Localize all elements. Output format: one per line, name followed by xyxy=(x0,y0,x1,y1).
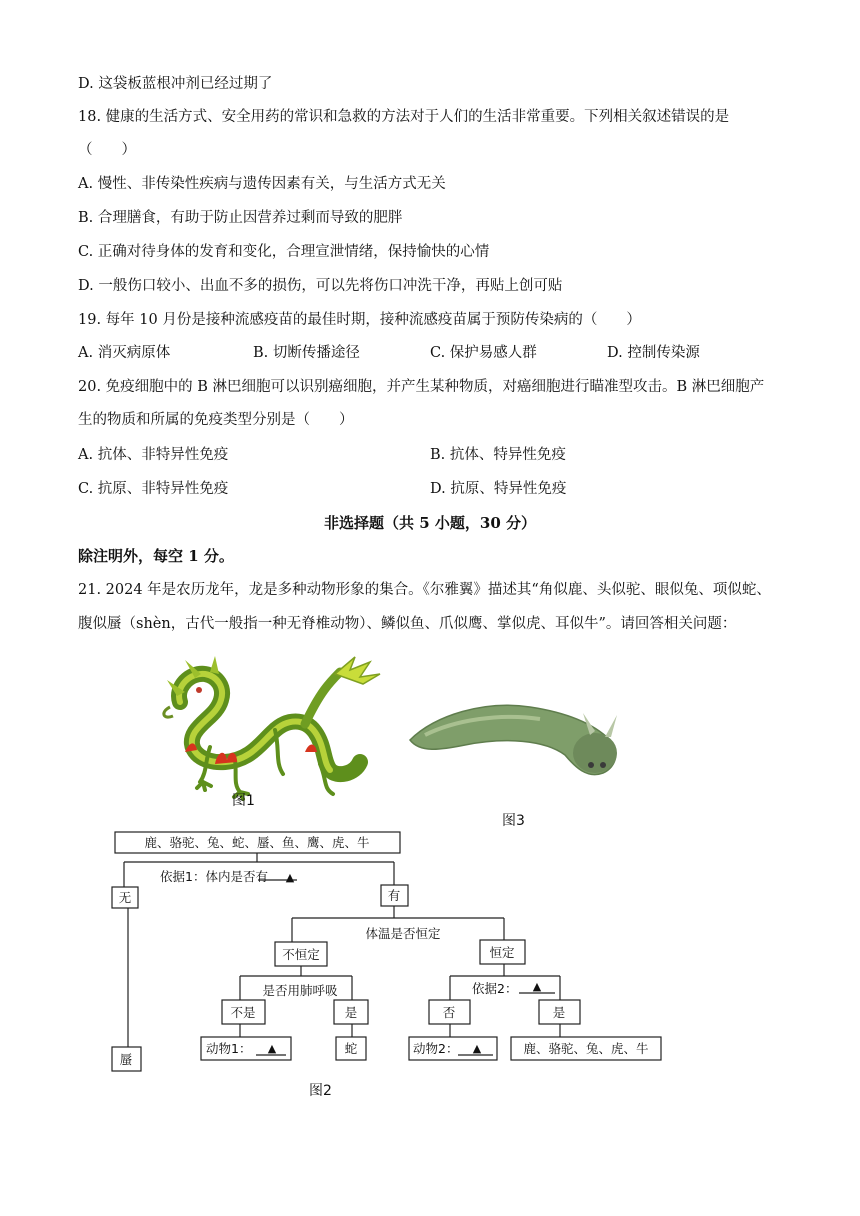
q18-option-c: C. 正确对待身体的发育和变化，合理宣泄情绪，保持愉快的心情 xyxy=(78,244,490,260)
q20-option-a: A. 抗体、非特异性免疫 xyxy=(78,447,229,463)
figure2-label: 图2 xyxy=(309,1083,332,1099)
q20-stem-line2: 生的物质和所属的免疫类型分别是（ ） xyxy=(78,412,354,428)
figure3-label: 图3 xyxy=(502,813,525,829)
classification-tree-diagram xyxy=(0,820,860,1080)
q20-option-b: B. 抗体、特异性免疫 xyxy=(430,447,566,463)
q21-stem-line1: 21. 2024 年是农历龙年，龙是多种动物形象的集合。《尔雅翼》描述其“角似鹿、头似驼、眼似兔、项似蛇、 xyxy=(78,582,771,598)
tree-yes-text: 有 xyxy=(387,888,401,903)
tree-snake-text: 蛇 xyxy=(344,1041,358,1056)
q19-option-d: D. 控制传染源 xyxy=(607,345,700,361)
tree-root-text: 鹿、骆驼、兔、蛇、蜃、鱼、鹰、虎、牛 xyxy=(144,835,370,850)
tree-criterion2-blank: ▲ xyxy=(532,980,542,993)
q20-stem-line1: 20. 免疫细胞中的 B 淋巴细胞可以识别癌细胞，并产生某种物质，对癌细胞进行瞄准型攻击。B 淋巴细胞产 xyxy=(78,379,765,395)
q18-option-b: B. 合理膳食，有助于防止因营养过剩而导致的肥胖 xyxy=(78,210,403,226)
tree-animal1-blank: ▲ xyxy=(267,1042,277,1055)
tree-shen-text: 蜃 xyxy=(119,1052,133,1067)
tree-constant-text: 恒定 xyxy=(489,945,515,960)
tree-not-constant-text: 不恒定 xyxy=(282,947,320,962)
section-note: 除注明外，每空 1 分。 xyxy=(78,547,234,565)
tree-criterion2-text: 依据2： xyxy=(472,981,518,996)
tree-criterion1-blank: ▲ xyxy=(285,871,295,884)
tree-criterion1-text: 依据1：体内是否有 xyxy=(160,869,268,884)
q18-stem: 18. 健康的生活方式、安全用药的常识和急救的方法对于人们的生活非常重要。下列相关叙述错误的是 xyxy=(78,109,730,125)
tree-yes2-text: 是 xyxy=(552,1005,566,1020)
tree-not-lung-text: 不是 xyxy=(230,1005,256,1020)
tree-mammals-text: 鹿、骆驼、兔、虎、牛 xyxy=(523,1041,649,1056)
q20-option-c: C. 抗原、非特异性免疫 xyxy=(78,481,229,497)
larva-illustration xyxy=(405,685,630,785)
tree-no-text: 无 xyxy=(118,890,132,905)
q19-option-b: B. 切断传播途径 xyxy=(253,345,360,361)
figure1-label: 图1 xyxy=(232,793,255,809)
q18-paren: （ ） xyxy=(78,142,136,158)
section-title: 非选择题（共 5 小题，30 分） xyxy=(324,514,536,532)
tree-no2-text: 否 xyxy=(442,1005,456,1020)
q17-option-d: D. 这袋板蓝根冲剂已经过期了 xyxy=(78,76,273,92)
tree-is-lung-text: 是 xyxy=(344,1005,358,1020)
q19-option-c: C. 保护易感人群 xyxy=(430,345,537,361)
tree-animal2-text: 动物2： xyxy=(413,1041,459,1056)
q21-stem-line2: 腹似蜃（shèn，古代一般指一种无脊椎动物）、鳞似鱼、爪似鹰、掌似虎、耳似牛”。请回答相关问题： xyxy=(78,616,737,632)
tree-lung-question: 是否用肺呼吸 xyxy=(262,983,338,998)
dragon-illustration xyxy=(155,652,390,802)
q19-stem: 19. 每年 10 月份是接种流感疫苗的最佳时期，接种流感疫苗属于预防传染病的（ ） xyxy=(78,312,641,328)
q18-option-d: D. 一般伤口较小、出血不多的损伤，可以先将伤口冲洗干净，再贴上创可贴 xyxy=(78,278,563,294)
tree-animal1-text: 动物1： xyxy=(206,1041,252,1056)
q18-option-a: A. 慢性、非传染性疾病与遗传因素有关，与生活方式无关 xyxy=(78,176,446,192)
q19-option-a: A. 消灭病原体 xyxy=(78,345,171,361)
q20-option-d: D. 抗原、特异性免疫 xyxy=(430,481,567,497)
tree-temperature-question: 体温是否恒定 xyxy=(365,926,441,941)
tree-animal2-blank: ▲ xyxy=(472,1042,482,1055)
